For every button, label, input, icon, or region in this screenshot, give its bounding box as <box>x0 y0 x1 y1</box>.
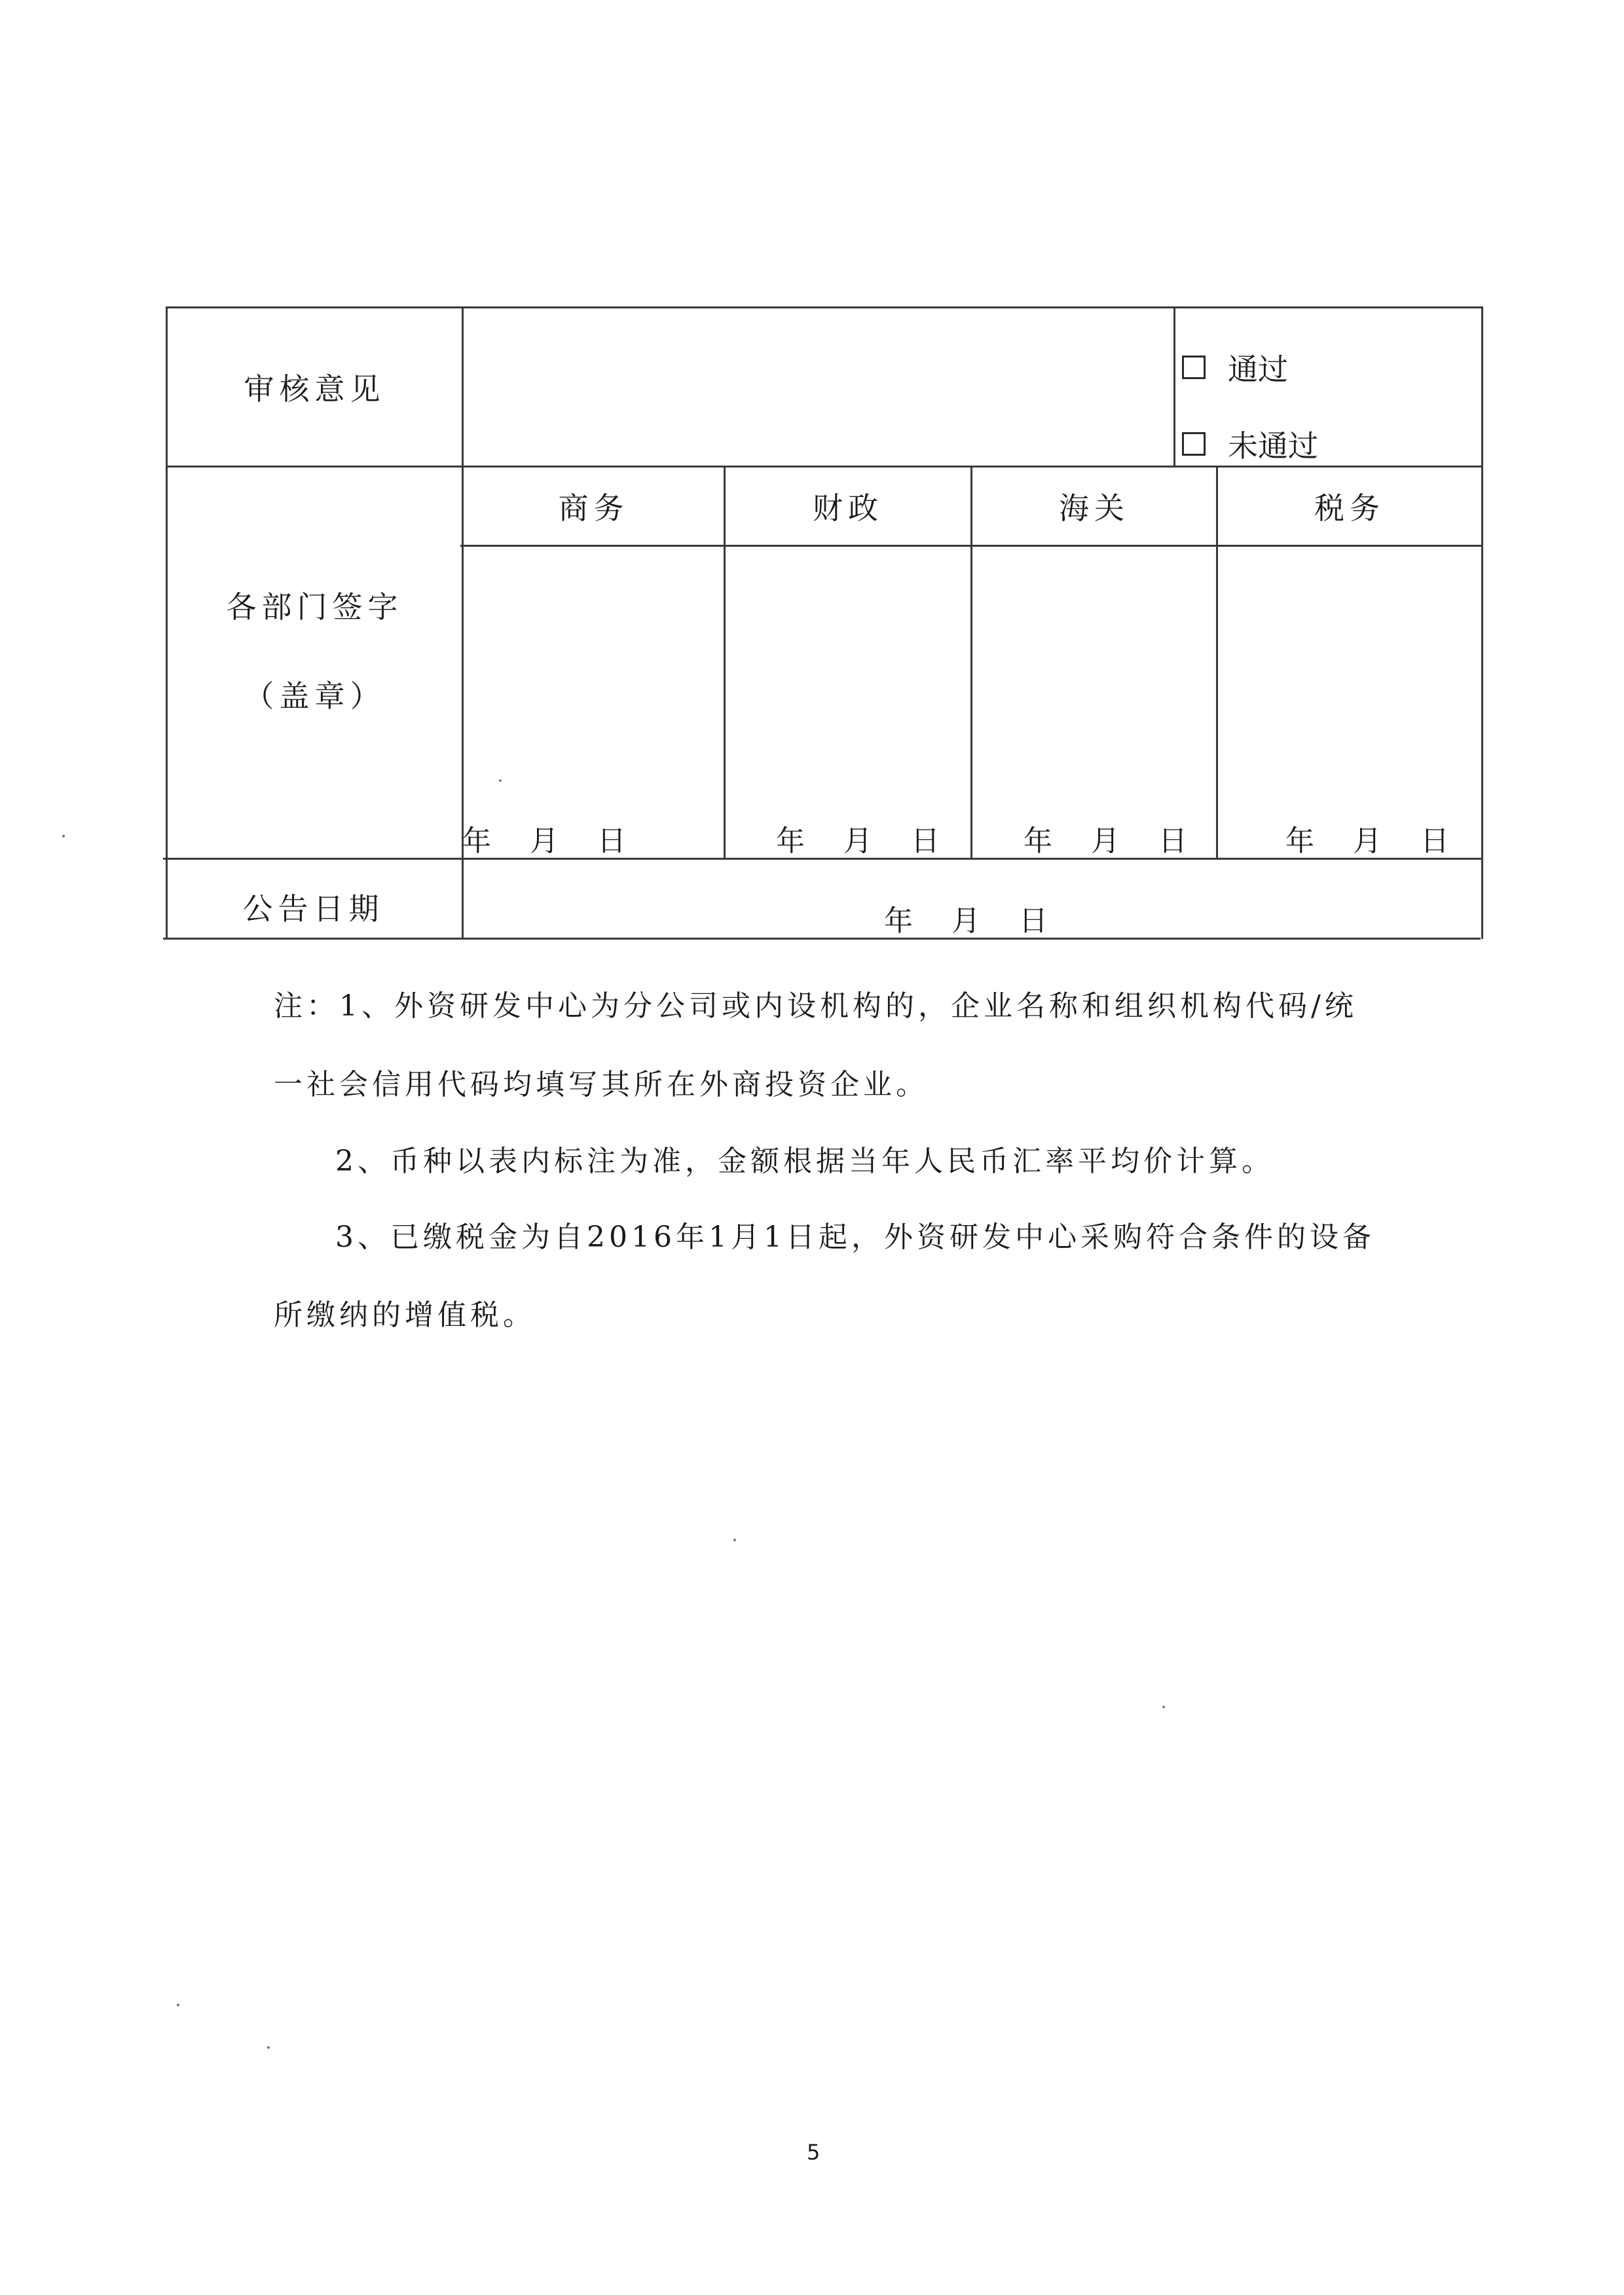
scan-speck <box>267 2046 270 2049</box>
dept-header-finance: 财政 <box>813 490 883 526</box>
signature-area-commerce[interactable] <box>464 547 724 796</box>
dept-header-commerce: 商务 <box>558 490 629 526</box>
date-month-label: 月 <box>1353 824 1382 858</box>
announcement-date-value[interactable] <box>884 897 1048 939</box>
page-number: 5 <box>807 2140 821 2165</box>
scan-speck <box>1162 1706 1165 1708</box>
note-line: 所缴纳的增值税。 <box>274 1298 536 1332</box>
scan-speck <box>177 2004 179 2006</box>
date-day-label: 日 <box>1158 824 1187 858</box>
signature-date-finance <box>776 817 940 859</box>
note-line: 3、已缴税金为自2016年1月1日起，外资研发中心采购符合条件的设备 <box>335 1221 1375 1254</box>
signature-date-tax <box>1285 817 1449 859</box>
scan-speck <box>499 779 502 782</box>
table-bottom-border <box>163 938 1481 940</box>
dept-header-tax: 税务 <box>1314 490 1385 526</box>
date-day-label: 日 <box>911 824 940 858</box>
date-day-label: 日 <box>597 824 626 858</box>
date-day-label: 日 <box>1019 904 1048 938</box>
date-year-label: 年 <box>1285 824 1314 858</box>
dept-header-customs: 海关 <box>1059 490 1130 526</box>
review-option-label: 未通过 <box>1228 428 1318 464</box>
date-year-label: 年 <box>884 904 913 938</box>
review-opinion-label: 审核意见 <box>244 371 386 407</box>
signature-area-tax[interactable] <box>1218 547 1481 796</box>
review-option-fail[interactable] <box>1182 422 1318 466</box>
review-option-label: 通过 <box>1228 352 1288 387</box>
date-month-label: 月 <box>530 824 559 858</box>
signature-date-customs <box>1024 817 1187 859</box>
date-year-label: 年 <box>1024 824 1052 858</box>
announcement-date-label: 公告日期 <box>242 890 384 927</box>
seal-note: （盖章） <box>244 678 386 714</box>
department-signature-title: 各部门签字 <box>226 589 403 625</box>
date-month-label: 月 <box>951 904 980 938</box>
scan-speck <box>733 1539 736 1541</box>
review-option-pass[interactable] <box>1182 346 1288 389</box>
date-year-label: 年 <box>462 824 491 858</box>
checkbox-icon[interactable] <box>1182 356 1206 379</box>
date-day-label: 日 <box>1420 824 1449 858</box>
table-divider <box>1173 306 1175 467</box>
table-right-border <box>1481 306 1483 939</box>
checkbox-icon[interactable] <box>1182 432 1206 456</box>
signature-date-commerce <box>462 817 626 859</box>
date-month-label: 月 <box>843 824 872 858</box>
date-year-label: 年 <box>776 824 805 858</box>
date-month-label: 月 <box>1091 824 1120 858</box>
scan-speck <box>62 835 65 837</box>
review-opinion-area[interactable] <box>464 308 1173 466</box>
signature-area-customs[interactable] <box>972 547 1216 796</box>
department-signature-label <box>168 468 462 858</box>
note-line: 注：1、外资研发中心为分公司或内设机构的，企业名称和组织机构代码/统 <box>274 989 1357 1023</box>
note-line: 2、币种以表内标注为准，金额根据当年人民币汇率平均价计算。 <box>335 1145 1274 1178</box>
signature-area-finance[interactable] <box>726 547 970 796</box>
note-line: 一社会信用代码均填写其所在外商投资企业。 <box>274 1068 929 1101</box>
